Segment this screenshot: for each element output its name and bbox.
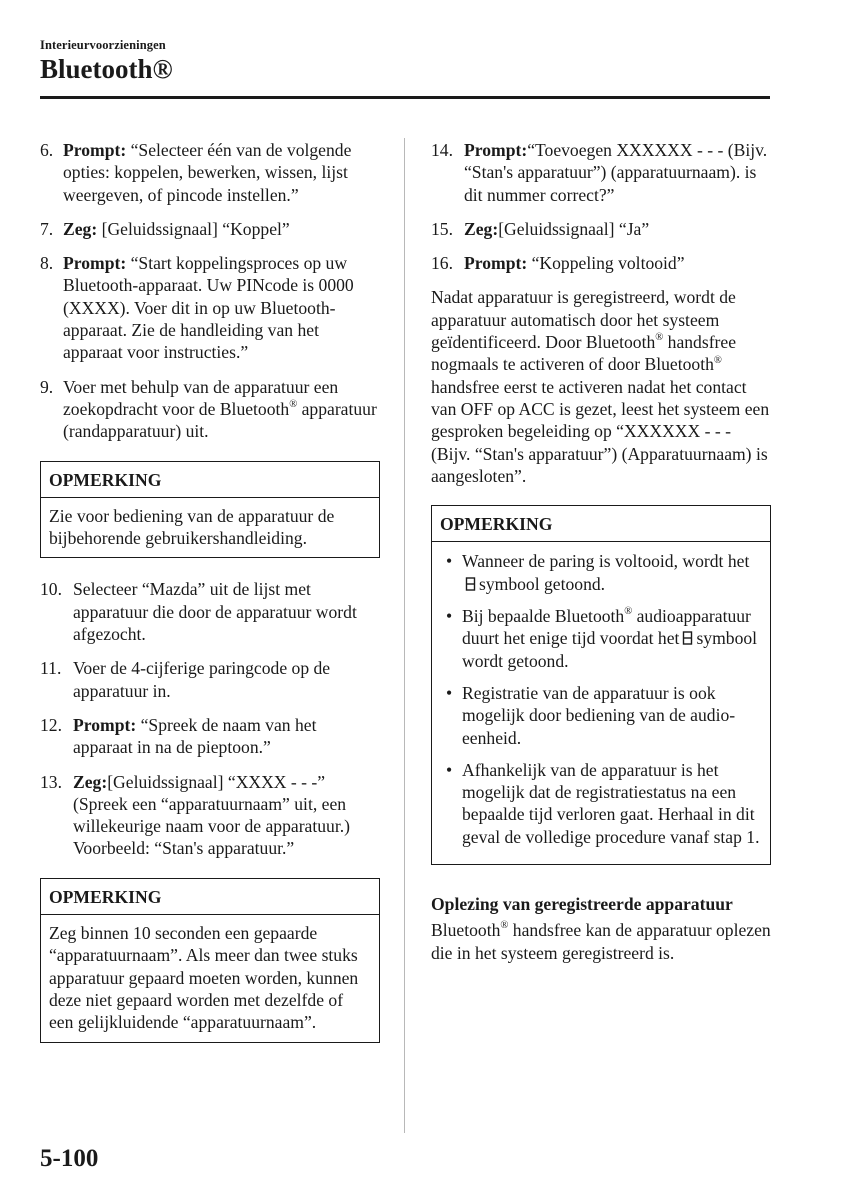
step-content: [Geluidssignaal] “Ja”	[498, 218, 650, 239]
note-list	[432, 542, 770, 864]
step-8	[40, 252, 380, 363]
bluetooth-status-icon	[465, 577, 476, 591]
note-text: Zeg binnen 10 seconden een gepaarde “apparatuurnaam”. Als meer dan twee stuks apparatuur gepaard moeten worden, kunnen deze niet gepaard worden met dezelfde of een gelijkluidende “apparatuurnaam”.	[49, 923, 359, 1033]
registered-mark: ®	[624, 606, 633, 618]
step-text	[63, 376, 380, 443]
step-number: 14.	[431, 140, 453, 160]
list-item-content: symbool getoond.	[479, 573, 606, 594]
step-number: 12.	[40, 714, 62, 735]
step-6	[40, 139, 380, 206]
step-text	[73, 771, 380, 860]
step-text	[63, 139, 380, 206]
list-item-text: Afhankelijk van de apparatuur is het mogelijk dat de registratiestatus na een bepaalde tijd verloren gaat. Herhaal in dit geval de volledige procedure vanaf stap 1.	[462, 759, 760, 847]
step-content: Voer met behulp van de apparatuur een zoekopdracht voor de Bluetooth	[63, 376, 339, 419]
note-heading: OPMERKING	[41, 879, 379, 915]
step-label: Zeg:	[464, 218, 499, 239]
list-item-text: Registratie van de apparatuur is ook mogelijk door bediening van de audio-eenheid.	[462, 682, 736, 748]
step-content: “Toevoegen XXXXXX - - - (Bijv. “Stan's apparatuur”) (apparatuurnaam). is dit nummer correct?”	[464, 140, 768, 205]
bullet-dot: •	[446, 759, 453, 780]
list-item	[440, 759, 762, 848]
registered-mark: ®	[655, 332, 664, 344]
paragraph-text: handsfree eerst te activeren nadat het contact van OFF op ACC is gezet, leest het systeem een gesproken begeleiding op “XXXXXX - - - (Bijv. “Stan's apparatuur”) (Apparatuurnaam) is aangesloten”.	[431, 376, 770, 486]
note-box-bullets	[431, 505, 771, 865]
step-9	[40, 376, 380, 443]
left-column	[40, 139, 380, 1063]
paragraph-text: Nadat apparatuur is geregistreerd, wordt de apparatuur automatisch door het systeem geïdentificeerd. Door Bluetooth	[431, 287, 736, 353]
step-label: Prompt:	[63, 140, 127, 160]
step-content: “Spreek de naam van het apparaat in na de pieptoon.”	[73, 714, 317, 758]
list-item-content: Wanneer de paring is voltooid, wordt het	[462, 551, 750, 572]
step-12	[40, 714, 380, 759]
bullet-dot: •	[446, 606, 453, 627]
step-15	[431, 218, 771, 240]
step-content: “Selecteer één van de volgende opties: koppelen, bewerken, wissen, lijst weergeven, of pincode instellen.”	[63, 140, 352, 205]
page-number: 5-100	[40, 1145, 99, 1172]
list-item	[440, 605, 762, 672]
note-heading: OPMERKING	[432, 506, 770, 542]
step-number: 15.	[431, 218, 453, 239]
list-item	[440, 682, 762, 749]
step-number: 10.	[40, 579, 62, 600]
paragraph-text: handsfree kan de apparatuur oplezen die in het systeem geregistreerd is.	[431, 920, 771, 963]
paragraph-registration	[431, 286, 771, 487]
step-text	[63, 218, 380, 240]
step-11	[40, 657, 380, 702]
step-text: Selecteer “Mazda” uit de lijst met apparatuur die door de apparatuur wordt afgezocht.	[73, 579, 357, 645]
step-content: [Geluidssignaal] “Koppel”	[97, 218, 290, 239]
step-label: Zeg:	[73, 771, 108, 792]
step-example: Voorbeeld: “Stan's apparatuur.”	[73, 838, 295, 859]
step-label: Prompt:	[63, 253, 127, 274]
step-text	[63, 252, 380, 363]
list-item-content: audioapparatuur duurt het enige tijd voordat het	[462, 606, 751, 649]
paragraph-text: Bluetooth	[431, 920, 501, 941]
subheading-readout: Oplezing van geregistreerde apparatuur	[431, 894, 733, 915]
step-content: “Koppeling voltooid”	[527, 253, 685, 274]
step-14	[431, 139, 771, 206]
list-item-content: Bij bepaalde Bluetooth	[462, 606, 625, 627]
list-item-text	[462, 550, 762, 595]
step-text: Voer de 4-cijferige paringcode op de apparatuur in.	[73, 658, 331, 701]
step-label: Prompt:	[464, 253, 528, 274]
step-number: 6.	[40, 140, 54, 160]
paragraph-readout	[431, 919, 771, 964]
header-rule	[40, 96, 770, 99]
right-column	[431, 139, 771, 976]
step-number: 8.	[40, 253, 54, 274]
list-item-text	[462, 605, 762, 672]
step-content: [Geluidssignaal] “XXXX - - -” (Spreek een “apparatuurnaam” uit, een willekeurige naam voor de apparatuur.)	[73, 771, 350, 837]
paragraph-text: handsfree nogmaals te activeren of door Bluetooth	[431, 332, 737, 375]
list-item	[440, 550, 762, 595]
step-label: Prompt:	[464, 140, 528, 160]
note-box-operation	[40, 461, 380, 559]
bullet-dot: •	[446, 551, 453, 572]
note-box-device-name	[40, 878, 380, 1043]
column-divider	[404, 138, 405, 1133]
step-text	[464, 139, 771, 206]
step-number: 13.	[40, 771, 62, 792]
registered-mark: ®	[500, 920, 509, 932]
step-number: 16.	[431, 253, 453, 274]
step-label: Prompt:	[73, 714, 137, 735]
step-content: “Start koppelingsproces op uw Bluetooth-apparaat. Uw PINcode is 0000 (XXXX). Voer dit in op uw Bluetooth-apparaat. Zie de handleiding van het apparaat voor instructies.”	[63, 253, 354, 363]
step-text	[464, 252, 771, 274]
step-number: 11.	[40, 658, 62, 679]
note-text: Zie voor bediening van de apparatuur de bijbehorende gebruikershandleiding.	[49, 505, 335, 549]
note-heading: OPMERKING	[41, 462, 379, 498]
registered-mark: ®	[713, 354, 722, 366]
step-13	[40, 771, 380, 860]
registered-mark: ®	[289, 399, 298, 411]
step-label: Zeg:	[63, 218, 98, 239]
section-label: Interieurvoorzieningen	[40, 38, 166, 52]
step-16	[431, 252, 771, 274]
page-title: Bluetooth®	[40, 54, 173, 84]
bullet-dot: •	[446, 682, 453, 703]
step-10	[40, 578, 380, 645]
list-item-content: symbool wordt getoond.	[462, 628, 758, 671]
step-number: 9.	[40, 376, 54, 397]
step-text	[464, 218, 771, 240]
step-7	[40, 218, 380, 240]
step-number: 7.	[40, 218, 54, 239]
bluetooth-status-icon	[682, 631, 693, 645]
step-text	[73, 714, 380, 759]
step-content: apparatuur (randapparatuur) uit.	[63, 398, 377, 442]
